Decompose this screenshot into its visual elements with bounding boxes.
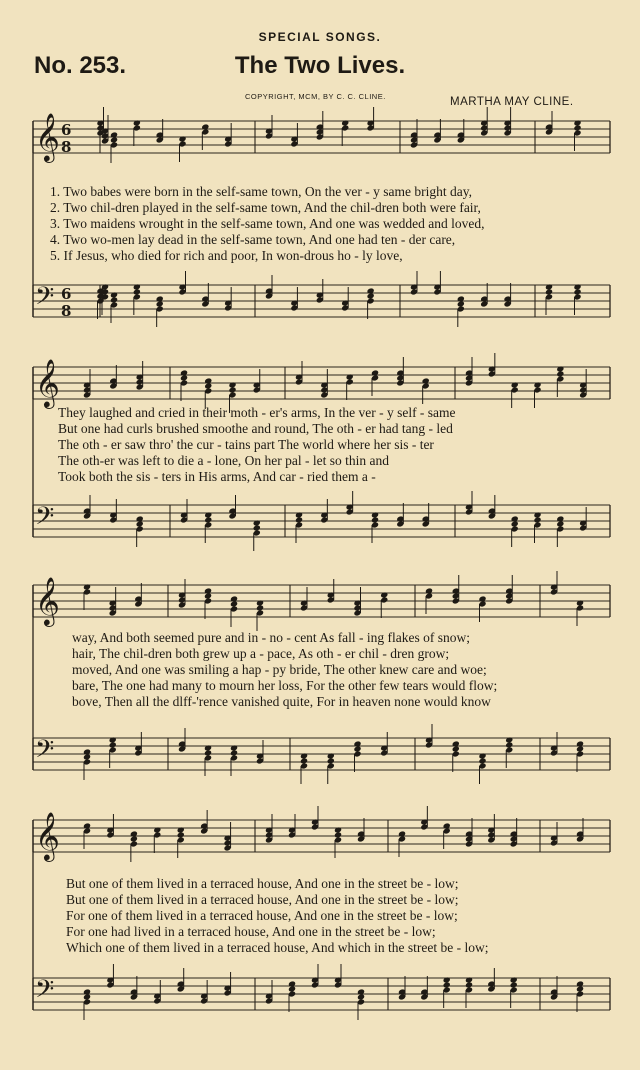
lyric-line: For one had lived in a terraced house, And one in the street be - low; <box>66 924 436 939</box>
lyric-line: Took both the sis - ters in His arms, And car - ried them a - <box>58 469 376 484</box>
lyric-line: 3. Two maidens wrought in the self-same town, And one was wedded and loved, <box>50 216 485 231</box>
lyric-line: The oth - er saw thro' the cur - tains part The world where her sis - ter <box>58 437 434 452</box>
lyric-line: moved, And one was smiling a hap - py bride, The other knew care and woe; <box>72 662 487 677</box>
time-signature-bottom: 8 <box>61 138 72 156</box>
bass-clef-icon: 𝄢 <box>35 502 55 537</box>
lyric-line: hair, The chil-dren both grew up a - pace, As oth - er chil - dren grow; <box>72 646 450 661</box>
copyright-notice: COPYRIGHT, MCM, BY C. C. CLINE. <box>245 92 386 101</box>
bass-clef-icon: 𝄢 <box>35 735 55 770</box>
lyric-line: bove, Then all the dlff-'rence vanished quite, For in heaven none would know <box>72 694 491 709</box>
lyric-line: Which one of them lived in a terraced house, And which in the street be - low; <box>66 940 489 955</box>
author-credit: MARTHA MAY CLINE. <box>450 96 574 108</box>
time-signature-top: 6 <box>61 121 72 139</box>
treble-clef-icon: 𝄞 <box>35 576 60 625</box>
lyric-line: 1. Two babes were born in the self-same town, On the ver - y same bright day, <box>50 184 472 199</box>
treble-clef-icon: 𝄞 <box>35 358 60 407</box>
lyric-line: 2. Two chil-dren played in the self-same town, And the chil-dren both were fair, <box>50 200 481 215</box>
song-number: No. 253. <box>34 52 127 79</box>
lyric-line: 5. If Jesus, who died for rich and poor, In won-drous ho - ly love, <box>50 248 403 263</box>
lyric-line: For one of them lived in a terraced house, And one in the street be - low; <box>66 908 458 923</box>
lyric-line: way, And both seemed pure and in - no - cent As fall - ing flakes of snow; <box>72 630 471 645</box>
bass-clef-icon: 𝄢 <box>35 975 55 1010</box>
lyric-line: But one had curls brushed smoothe and round, The oth - er had tang - led <box>58 421 453 436</box>
lyric-line: But one of them lived in a terraced house, And one in the street be - low; <box>66 876 459 891</box>
bass-clef-icon: 𝄢 <box>35 282 55 317</box>
treble-clef-icon: 𝄞 <box>35 112 60 161</box>
treble-clef-icon: 𝄞 <box>35 811 60 860</box>
time-signature-bottom: 8 <box>61 302 72 320</box>
lyric-line: But one of them lived in a terraced house, And one in the street be - low; <box>66 892 459 907</box>
lyric-line: bare, The one had many to mourn her loss, For the other few tears would flow; <box>72 678 498 693</box>
lyric-line: The oth-er was left to die a - lone, On her pal - let so thin and <box>58 453 390 468</box>
song-title: The Two Lives. <box>234 52 406 79</box>
lyric-line: 4. Two wo-men lay dead in the self-same town, And one had ten - der care, <box>50 232 456 247</box>
section-header: SPECIAL SONGS. <box>258 30 382 44</box>
time-signature-top: 6 <box>61 285 72 303</box>
lyric-line: They laughed and cried in their moth - er's arms, In the ver - y self - same <box>58 405 456 420</box>
